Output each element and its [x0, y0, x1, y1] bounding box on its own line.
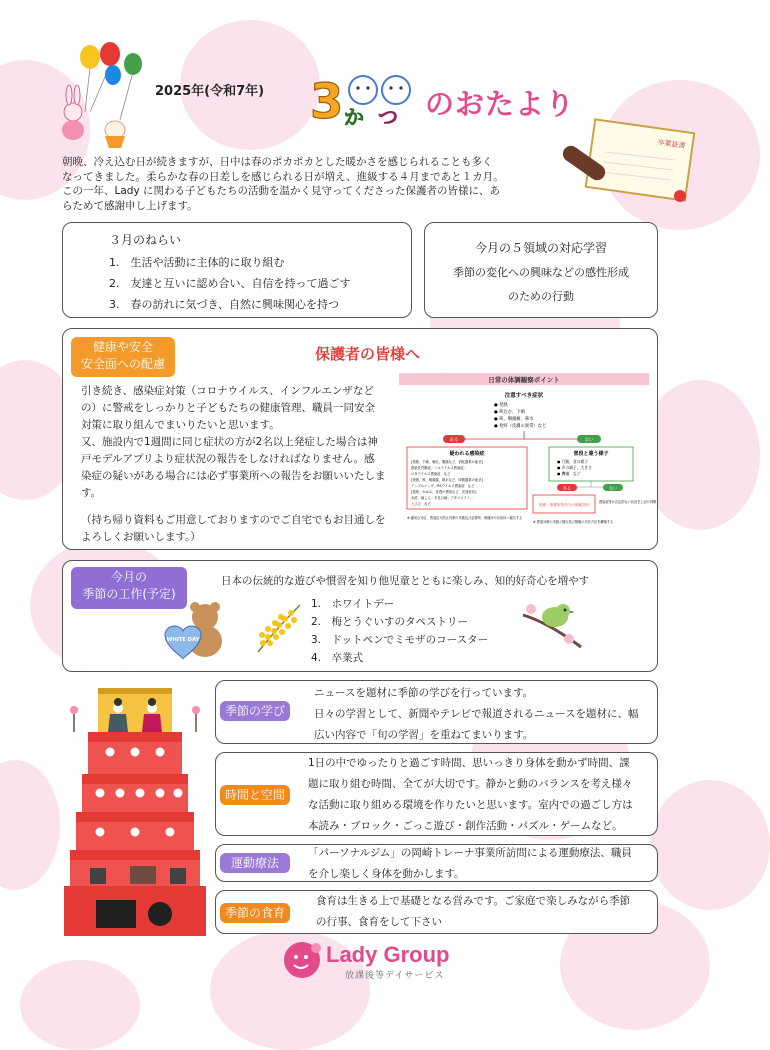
five-areas-box — [424, 222, 658, 318]
section-line: 日々の学習として、新聞やテレビで報道されるニュースを題材に、幅 — [314, 708, 639, 720]
craft-item: 4. 卒業式 — [311, 652, 364, 664]
diagram-left-line: [発疹、かゆみ、皮膚の異常など、皮膚症状] — [411, 490, 477, 494]
lady-group-logo-icon — [280, 940, 324, 980]
intro-line: 朝晩、冷え込む日が続きますが、日中は春のポカポカとした暖かさを感じられることも多く — [62, 156, 493, 168]
diagram-left-line: ロタウイルス感染症 など — [411, 472, 451, 476]
diagram-sub-right-label: ない — [609, 485, 617, 491]
aims-item: 1. 生活や活動に主体的に取り組む — [109, 256, 285, 269]
diagram-title: 日常の体調観察ポイント — [488, 376, 560, 384]
svg-text:3: 3 — [310, 74, 344, 130]
diagram-sub-left-label: ある — [563, 485, 571, 491]
section-line: 食育は生きる上で基礎となる営みです。ご家庭で楽しみながら季節 — [316, 895, 631, 907]
section-tag-label: 食育 — [261, 906, 286, 920]
diagram-left-line: インフルエンザ／RSウイルス感染症 など — [411, 484, 475, 488]
certificate-text: 卒業証書 — [657, 138, 686, 151]
craft-tag-line: 季節の工作(予定) — [82, 587, 176, 601]
section-line: を介し楽しく身体を動かします。 — [308, 868, 465, 880]
health-check-diagram — [399, 373, 657, 543]
diagram-sub-left-box: 医療・事業所等内での情報共有 — [538, 503, 590, 507]
section-text — [314, 683, 652, 746]
section-tag: 運動療法 — [220, 853, 290, 873]
mimosa-illustration — [248, 597, 308, 657]
health-line: す。 — [81, 487, 102, 499]
diagram-right-line: ● 声の調子、大きさ — [557, 465, 592, 470]
craft-tag-line: 今月の — [110, 570, 147, 584]
health-box — [62, 328, 658, 550]
white-day-bear-illustration — [161, 601, 233, 665]
diagram-symptom: ● 発疹（皮膚の異常）など — [494, 424, 547, 429]
five-areas-line: 季節の変化への興味などの感性形成 — [453, 266, 629, 279]
white-day-text: WHITE DAY — [166, 637, 200, 643]
aims-item: 3. 春の訪れに気づき、自然に興味関心を持つ — [109, 298, 340, 311]
health-note: よろしくお願いします。） — [81, 531, 201, 543]
section-tag: 時間と空間 — [220, 785, 290, 805]
intro-line: この一年、Lady に関わる子どもたちの活動を温かく見守ってくださった保護者の皆様に、あ — [62, 185, 500, 197]
diagram-right-line: ● 行動、食の様子 — [557, 459, 589, 464]
health-tag-line: 健康や安全 — [92, 340, 153, 354]
diagram-symptom: ● 咳込む、下痢 — [494, 410, 525, 415]
blossom-decoration — [640, 380, 760, 530]
section-text — [308, 843, 654, 885]
blossom-decoration — [0, 760, 60, 890]
section-time-space — [215, 752, 658, 836]
diagram-right-line: ● 機嫌 など — [557, 471, 581, 476]
five-areas-line: のための行動 — [508, 290, 574, 303]
intro-line: らためて感謝申し上げます。 — [62, 199, 198, 212]
section-line: 題に取り組む時間、全てが大切です。静かと動のバランスを考え様々 — [308, 778, 633, 790]
health-tag-line: 安全面への配慮 — [80, 357, 165, 371]
section-line: 広い内容で「旬の学習」を重ねてまいります。 — [314, 729, 534, 741]
diagram-left-line: [発熱、咳、咽頭痛、鼻水など、呼吸器系の症状] — [411, 478, 483, 482]
section-food-education — [215, 890, 658, 934]
section-line: 1日の中でゆったりと過ごす時間、思いっきり身体を動かず時間、課 — [308, 757, 630, 769]
health-line: 戸モデルアプリより症状況の報告をしなければなりません。感 — [81, 453, 375, 465]
hina-dolls-illustration — [60, 680, 210, 940]
health-line: の）に警戒をしっかりと子どもたちの健康管理、職員一同安全 — [81, 402, 375, 414]
diagram-symptom: ● 発熱 — [494, 403, 508, 408]
health-line: 対策に取り組んでまいりたいと思います。 — [81, 419, 280, 431]
aims-title: ３月のねらい — [109, 233, 182, 247]
diagram-symptom: ● 咳、咽頭痛、鼻水 — [494, 417, 534, 422]
intro-paragraph — [62, 155, 622, 213]
diagram-left-line: とびひ など — [411, 502, 431, 506]
diagram-left-title: 疑われる感染症 — [449, 451, 485, 457]
diagram-right-title: 普段と違う様子 — [573, 451, 609, 457]
diagram-left-line: 水痘／麻しん／手足口病／アタマジラミ／ — [411, 496, 474, 500]
craft-item: 3. ドットペンでミモザのコースター — [311, 634, 489, 646]
intro-line: なってきました。柔らかな春の日差しを感じられる日が増え、進級する４月まであと１カ月。 — [62, 170, 504, 183]
health-tag — [71, 337, 175, 377]
craft-intro: 日本の伝統的な遊びや慣習を知り他児童とともに楽しみ、知的好奇心を増やす — [221, 575, 590, 587]
blossom-decoration — [650, 780, 770, 910]
section-line: 本読み・ブロック・ごっこ遊び・創作活動・パズル・ゲームなど。 — [308, 820, 623, 832]
section-tag: 季節の学び — [220, 701, 290, 721]
logo-3katsu — [308, 66, 423, 128]
health-text — [81, 383, 399, 546]
health-heading: 保護者の皆様へ — [315, 345, 421, 363]
diagram-branch-left: ある — [449, 438, 459, 443]
section-exercise-therapy — [215, 844, 658, 882]
diagram-sub-right-box: 感染症等が否定的ない状況を上記の判断 — [599, 500, 657, 504]
diagram-left-line: [発熱、下痢、嘔吐、腹痛など、消化器系の症状] — [411, 460, 483, 464]
svg-text:つ: つ — [378, 105, 398, 129]
diagram-symptoms-title: 注意すべき症状 — [504, 393, 544, 399]
health-line: 又、施設内で1週間に同じ症状の方が2名以上発症した場合は神 — [81, 436, 378, 448]
page-title: のおたより — [425, 87, 576, 121]
section-seasonal-learning — [215, 680, 658, 744]
section-line: ニュースを題材に季節の学びを行っています。 — [314, 687, 534, 699]
diagram-sub-left-note: ※ 感染対策の実施と随行及び情報の共有方法を構築する — [533, 520, 614, 524]
section-tag-prefix: 季節の — [224, 906, 261, 920]
footer-brand: Lady Group — [326, 942, 450, 967]
diagram-branch-right: ない — [584, 438, 594, 443]
section-text — [316, 891, 654, 933]
craft-list — [311, 595, 488, 667]
section-tag — [220, 903, 290, 923]
five-areas-title: 今月の５領域の対応学習 — [474, 241, 607, 255]
health-line: 染症の疑いがある場合には必ず事業所への報告をお願いいたしま — [81, 470, 386, 482]
health-line: 引き続き、感染症対策（コロナウイルス、インフルエンザなど — [81, 385, 374, 397]
blossom-decoration — [20, 960, 140, 1050]
footer-subtitle: 放課後等デイサービス — [345, 971, 445, 981]
diagram-left-note: ※ 適切な対応、感染拡大防止対策の実施及び必要時、保健所や自治体へ報告する — [407, 516, 523, 520]
section-line: の行事、食育をして下さい — [316, 916, 442, 928]
diagram-left-line: 感染性胃腸炎／ノロウイルス感染症／ — [411, 466, 467, 470]
plum-bird-illustration — [519, 595, 585, 653]
section-line: 「パーソナルジム」の岡崎トレーナ事業所訪問による運動療法、職員 — [308, 847, 632, 859]
section-text — [308, 753, 654, 837]
aims-box — [62, 222, 412, 318]
aims-item: 2. 友達と互いに認め合い、自信を持って過ごす — [109, 277, 351, 290]
craft-item: 2. 梅とうぐいすのタペストリー — [311, 616, 469, 628]
craft-item: 1. ホワイトデー — [311, 598, 395, 610]
health-note: （持ち帰り資料もご用意しておりますのでご自宅でもお目通しを — [81, 514, 386, 526]
craft-box — [62, 560, 658, 672]
svg-text:か: か — [344, 105, 364, 129]
section-line: な活動に取り組める環境を作りたいと思います。室内での過ごし方は — [308, 799, 633, 811]
year-label: 2025年(令和7年) — [155, 84, 265, 99]
balloons-bunny-illustration — [55, 40, 150, 150]
